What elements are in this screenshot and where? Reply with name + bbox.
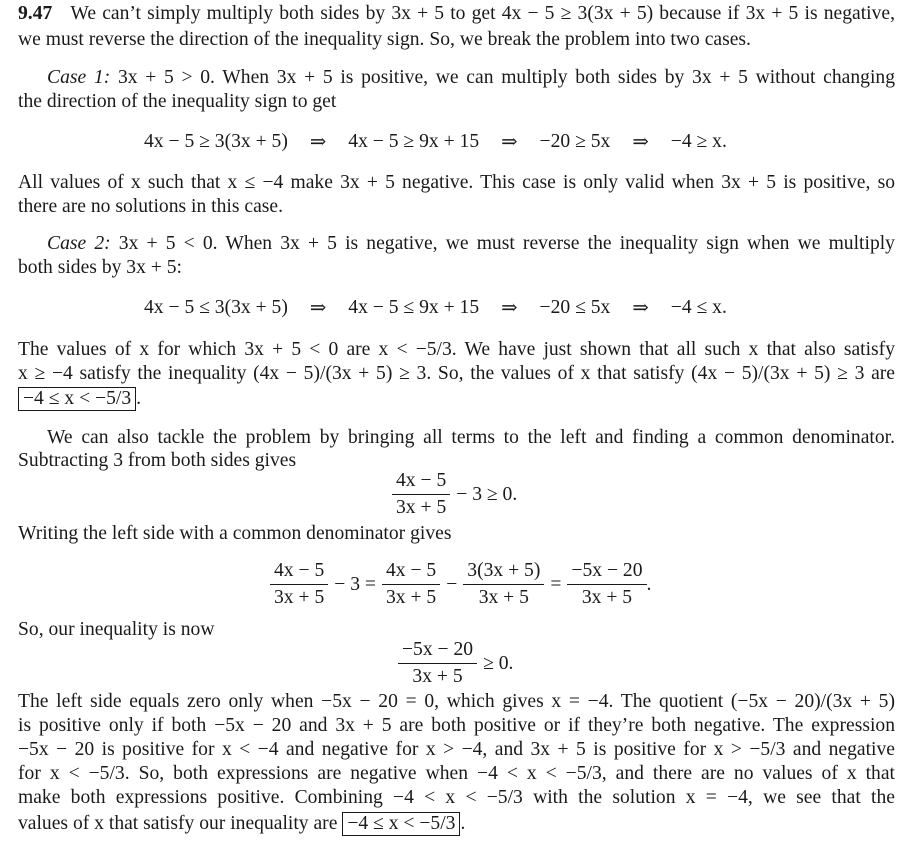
alt-equation-1 (392, 468, 523, 521)
denominator: 3x + 5 (581, 587, 633, 608)
final-last-text: values of x that satisfy our inequality are (18, 813, 338, 834)
fraction (382, 558, 440, 611)
numerator: 4x − 5 (392, 468, 450, 495)
problem-number: 9.47 (18, 3, 53, 24)
implies-arrow: ⇒ (309, 132, 327, 153)
answer-period: . (460, 813, 466, 834)
eq1-rest: − 3 ≥ 0. (456, 483, 518, 505)
fraction (398, 637, 477, 690)
alt-line-3: Writing the left side with a common denominator gives (18, 523, 452, 544)
case2-answer-line (18, 387, 141, 411)
denominator: 3x + 5 (385, 587, 437, 608)
numerator: 4x − 5 (382, 558, 440, 585)
final-line-4: for x < −5/3. So, both expressions are negative when −4 < x < −5/3, and there are no values of x that (18, 763, 895, 784)
operator: − (446, 573, 458, 595)
case1-eq-step-3: −20 ≥ 5x (539, 131, 611, 152)
numerator: −5x − 20 (567, 558, 646, 585)
case1-eq-step-4: −4 ≥ x. (670, 131, 727, 152)
fraction (567, 558, 646, 611)
intro-line-1 (18, 2, 895, 26)
final-boxed-answer: −4 ≤ x < −5/3 (342, 812, 460, 836)
case2-eq-step-4: −4 ≤ x. (670, 297, 727, 318)
case1-eq-step-1: 4x − 5 ≥ 3(3x + 5) (144, 131, 288, 152)
intro-line-2: we must reverse the direction of the inequality sign. So, we break the problem into two cases. (18, 29, 751, 50)
fraction (463, 558, 544, 611)
case2-eq-step-1: 4x − 5 ≤ 3(3x + 5) (144, 297, 288, 318)
implies-arrow: ⇒ (501, 298, 518, 319)
implies-arrow: ⇒ (501, 132, 518, 153)
eq3-rest: ≥ 0. (483, 652, 514, 674)
implies-arrow: ⇒ (309, 298, 327, 319)
denominator: 3x + 5 (396, 497, 447, 518)
case1-eq-step-2: 4x − 5 ≥ 9x + 15 (348, 131, 480, 152)
final-line-5: make both expressions positive. Combining −4 < x < −5/3 with the solution x = −4, we see that the (18, 787, 895, 808)
operator: − 3 = (334, 573, 376, 595)
case1-label: Case 1: (47, 67, 111, 88)
fraction (270, 558, 328, 611)
intro-text-1: We can’t simply multiply both sides by 3x + 5 to get 4x − 5 ≥ 3(3x + 5) because if 3x + 5 is negative, (70, 3, 896, 24)
alt-line-4: So, our inequality is now (18, 619, 215, 640)
case1-equation (144, 130, 727, 154)
case1-line-1 (47, 66, 895, 90)
case2-text: 3x + 5 < 0. When 3x + 5 is negative, we must reverse the inequality sign when we multiply (118, 233, 895, 254)
denominator: 3x + 5 (274, 587, 325, 608)
case2-boxed-answer: −4 ≤ x < −5/3 (18, 387, 136, 411)
numerator: −5x − 20 (398, 637, 477, 664)
case2-line-1 (47, 232, 895, 256)
numerator: 3(3x + 5) (463, 558, 544, 585)
case1-text: 3x + 5 > 0. When 3x + 5 is positive, we can multiply both sides by 3x + 5 without changing (117, 67, 895, 88)
final-line-2: is positive only if both −5x − 20 and 3x + 5 are both positive or if they’re both negative. The expression (18, 715, 895, 736)
alt-line-1: We can also tackle the problem by bringing all terms to the left and finding a common denominator. (47, 427, 895, 448)
case2-eq-step-3: −20 ≤ 5x (539, 297, 611, 318)
fraction (392, 468, 450, 521)
case2-label: Case 2: (47, 233, 111, 254)
case2-after-line-1: The values of x for which 3x + 5 < 0 are x < −5/3. We have just shown that all such x that also satisfy (18, 339, 895, 360)
final-line-6 (18, 812, 465, 836)
denominator: 3x + 5 (478, 587, 529, 608)
final-line-3: −5x − 20 is positive for x < −4 and negative for x > −4, and 3x + 5 is positive for x > −5/3 and negative (18, 739, 895, 760)
implies-arrow: ⇒ (632, 132, 649, 153)
case2-line-2: both sides by 3x + 5: (18, 257, 182, 278)
alt-equation-3 (398, 637, 519, 690)
case2-equation (144, 296, 727, 320)
implies-arrow: ⇒ (632, 298, 649, 319)
denominator: 3x + 5 (412, 666, 463, 687)
case2-after-line-2: x ≥ −4 satisfy the inequality (4x − 5)/(3x + 5) ≥ 3. So, the values of x that satisfy (4x − 5)/(3x + 5) ≥ 3 are (18, 363, 895, 384)
operator: = (550, 573, 562, 595)
numerator: 4x − 5 (270, 558, 328, 585)
final-line-1: The left side equals zero only when −5x − 20 = 0, which gives x = −4. The quotient (−5x − 20)/(3x + 5) (18, 691, 895, 712)
case2-eq-step-2: 4x − 5 ≤ 9x + 15 (348, 297, 480, 318)
case1-line-2: the direction of the inequality sign to get (18, 91, 337, 112)
case1-after-line-1: All values of x such that x ≤ −4 make 3x + 5 negative. This case is only valid when 3x + 5 is positive, so (18, 172, 895, 193)
answer-period: . (136, 388, 142, 409)
alt-line-2: Subtracting 3 from both sides gives (18, 450, 297, 471)
eq2-end: . (646, 573, 652, 595)
case1-after-line-2: there are no solutions in this case. (18, 196, 283, 217)
alt-equation-2 (270, 558, 651, 611)
